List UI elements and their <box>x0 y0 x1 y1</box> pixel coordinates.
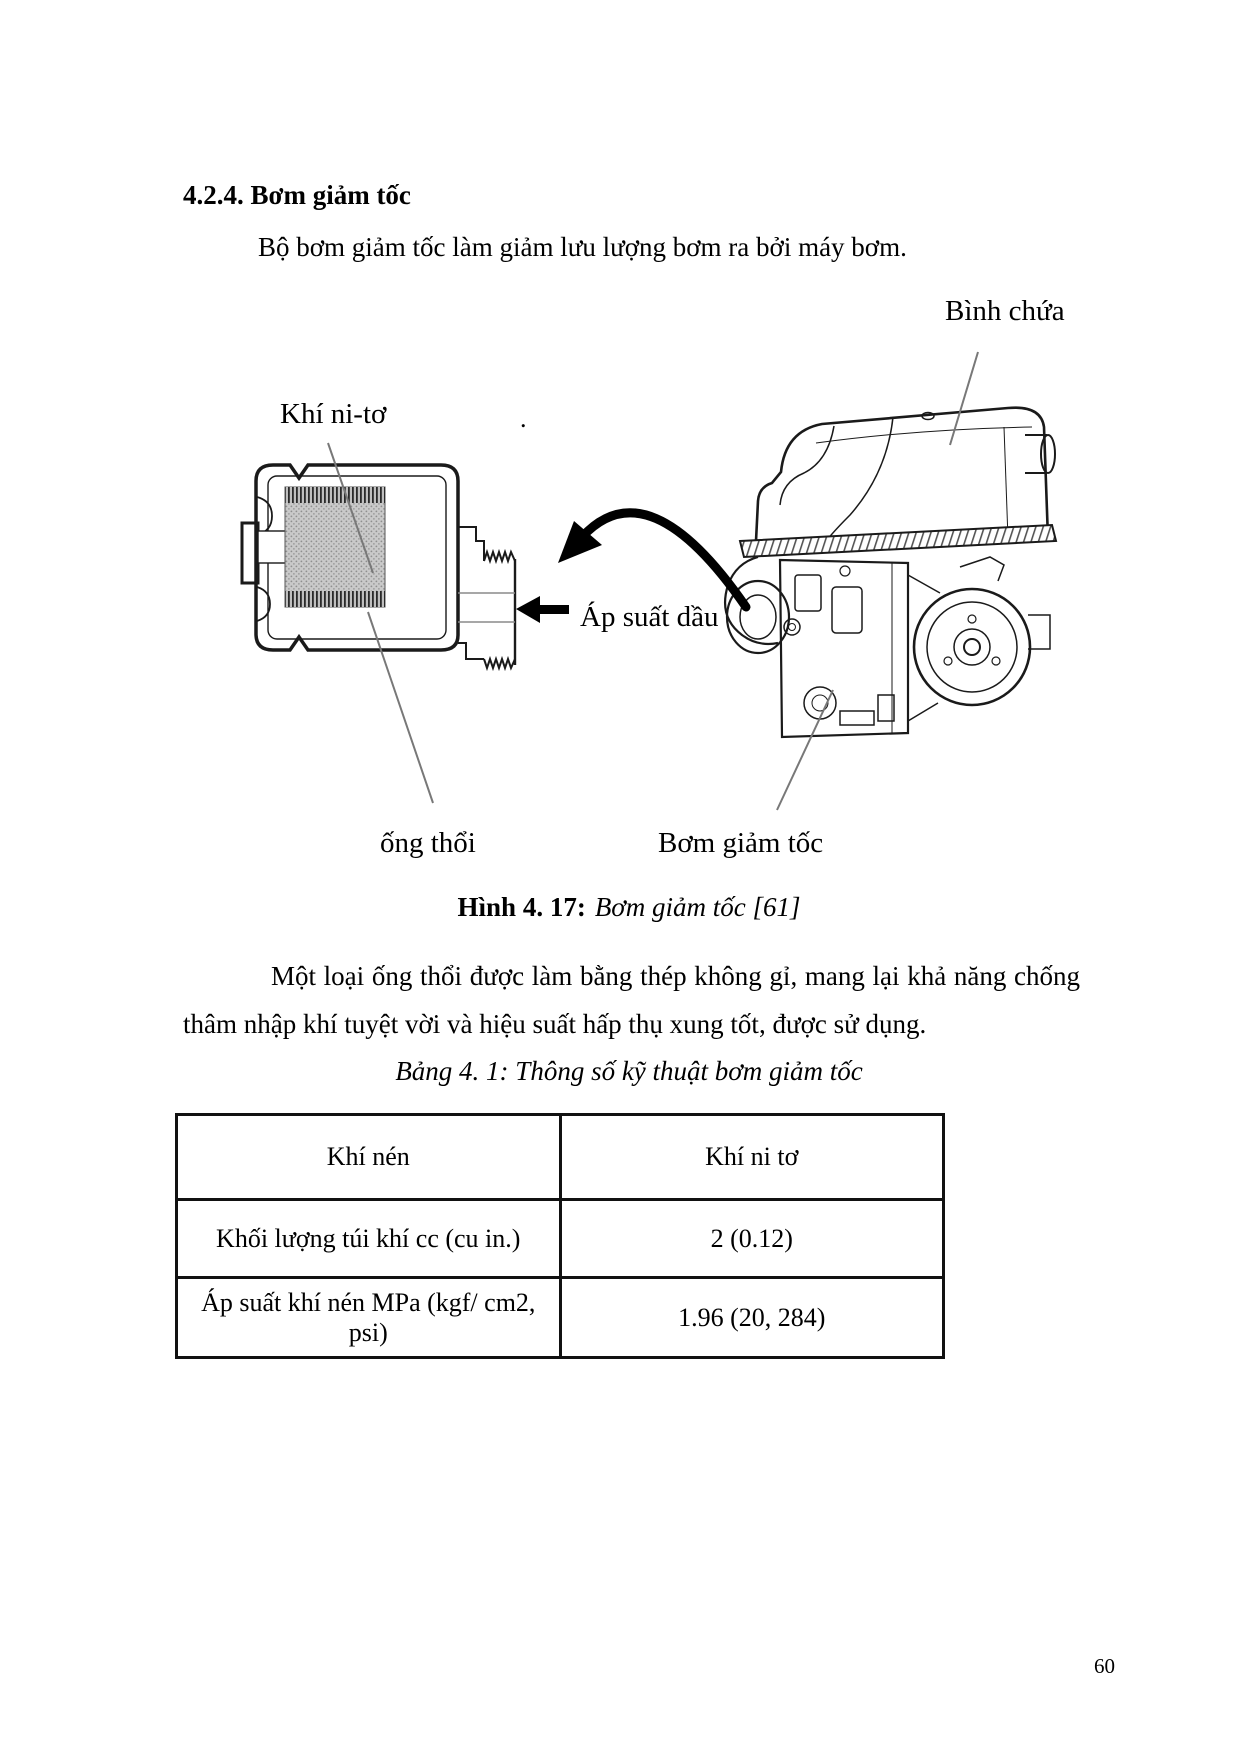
figure-diagram <box>180 275 1070 887</box>
table-row <box>177 1200 944 1278</box>
label-reservoir: Bình chứa <box>945 295 1065 327</box>
section-heading: 4.2.4. Bơm giảm tốc <box>183 180 411 210</box>
table-cell: 1.96 (20, 284) <box>560 1278 944 1358</box>
leader-bellows <box>368 612 433 803</box>
table-cell: Khối lượng túi khí cc (cu in.) <box>177 1200 561 1278</box>
figure-caption <box>183 892 1075 923</box>
bellows-cross-section <box>285 487 385 607</box>
leader-reservoir <box>950 352 978 445</box>
table-cell: 2 (0.12) <box>560 1200 944 1278</box>
table-header-row <box>177 1115 944 1200</box>
pump-drawing <box>725 408 1056 737</box>
figure-caption-text: Bơm giảm tốc [61] <box>594 892 801 922</box>
table-header-cell: Khí ni tơ <box>560 1115 944 1200</box>
paragraph-body-line1: Một loại ống thổi được làm bằng thép không gỉ, mang lại khả năng chống <box>271 961 1080 991</box>
label-bellows: ống thổi <box>380 827 476 859</box>
label-pump: Bơm giảm tốc <box>658 827 824 859</box>
paragraph-body-line2: thâm nhập khí tuyệt vời và hiệu suất hấp thụ xung tốt, được sử dụng. <box>183 1009 927 1039</box>
damper-drawing <box>242 465 515 668</box>
label-nitrogen: Khí ni-tơ <box>280 398 387 430</box>
figure-caption-label: Hình 4. 17: <box>457 892 586 922</box>
stray-dot: . <box>520 404 527 433</box>
paragraph-body <box>183 952 1080 1048</box>
table-cell: Áp suất khí nén MPa (kgf/ cm2, psi) <box>177 1278 561 1358</box>
table-row <box>177 1278 944 1358</box>
oil-pressure-arrow <box>516 596 569 623</box>
table-caption: Bảng 4. 1: Thông số kỹ thuật bơm giảm tốc <box>395 1056 863 1086</box>
table-header-cell: Khí nén <box>177 1115 561 1200</box>
spec-table <box>175 1113 945 1359</box>
paragraph-intro: Bộ bơm giảm tốc làm giảm lưu lượng bơm ra bởi máy bơm. <box>258 232 907 262</box>
label-oil-pressure: Áp suất dầu <box>580 601 719 633</box>
flow-arrow <box>558 513 746 607</box>
page-number: 60 <box>1094 1654 1115 1678</box>
